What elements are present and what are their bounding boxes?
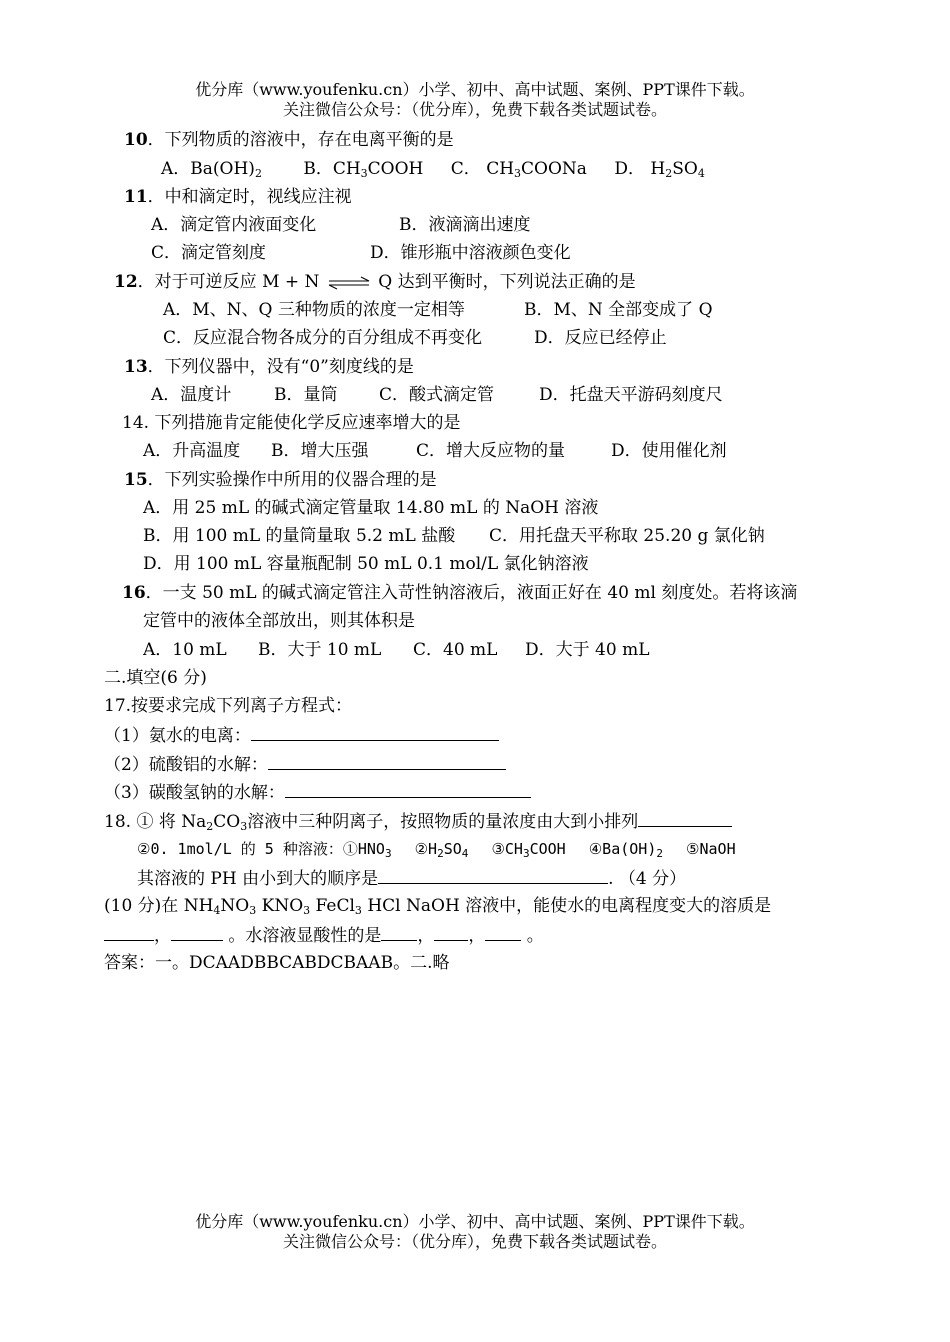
q13-option-c: C．酸式滴定管 bbox=[379, 385, 495, 405]
q11-text: ．中和滴定时，视线应注视 bbox=[147, 187, 352, 207]
q17-part1-blank[interactable] bbox=[251, 722, 499, 741]
q19-line1: (10 分)在 $NH_4NO_3$ $KNO_3$ FeCl$_3$ HCl NaOH 溶液中，能使水的电离程度变大的溶质是 bbox=[104, 896, 772, 917]
q11-number: 11 bbox=[124, 187, 148, 207]
q11-option-b: B．液滴滴出速度 bbox=[399, 215, 531, 235]
q12-number: 12 bbox=[114, 272, 138, 292]
q15-option-b: B．用 100 mL 的量筒量取 5.2 mL 盐酸 bbox=[143, 526, 456, 546]
q15-option-c: C．用托盘天平称取 25.20 g 氯化钠 bbox=[489, 526, 765, 546]
q12-option-a: A．M、N、Q 三种物质的浓度一定相等 bbox=[163, 300, 465, 320]
q18-part1-blank[interactable] bbox=[638, 808, 732, 827]
reversible-arrow-icon bbox=[325, 276, 373, 290]
q12-stem bbox=[114, 270, 636, 294]
q15-option-d: D．用 100 mL 容量瓶配制 50 mL 0.1 mol/L 氯化钠溶液 bbox=[143, 554, 589, 574]
q10-option-d: D． $H_2SO_4$ bbox=[614, 159, 705, 180]
q15-number: 15 bbox=[124, 470, 148, 490]
q10-text: ．下列物质的溶液中，存在电离平衡的是 bbox=[147, 130, 454, 150]
q13-option-d: D．托盘天平游码刻度尺 bbox=[539, 385, 723, 405]
q19-blank-1[interactable] bbox=[104, 922, 154, 941]
page-header-line2: 关注微信公众号：（优分库），免费下载各类试题试卷。 bbox=[282, 100, 667, 119]
q12-option-d: D．反应已经停止 bbox=[534, 328, 667, 348]
q18-part2-blank[interactable] bbox=[378, 865, 608, 884]
page-footer-line1: 优分库（www.youfenku.cn）小学、初中、高中试题、案例、PPT课件下载。 bbox=[195, 1212, 755, 1231]
q11-stem bbox=[124, 185, 352, 209]
q13-option-a: A．温度计 bbox=[151, 385, 232, 405]
q12-text-post: Q 达到平衡时，下列说法正确的是 bbox=[378, 272, 636, 292]
q16-option-b: B．大于 10 mL bbox=[258, 640, 382, 660]
q11-option-c: C．滴定管刻度 bbox=[151, 243, 267, 263]
q11-option-d: D．锥形瓶中溶液颜色变化 bbox=[370, 243, 571, 263]
q13-text: ．下列仪器中，没有“0”刻度线的是 bbox=[147, 357, 414, 377]
q17-part2-blank[interactable] bbox=[268, 751, 506, 770]
q18-line3: 其溶液的 PH 由小到大的顺序是 . （4 分） bbox=[137, 865, 686, 891]
page-footer-line2: 关注微信公众号：（优分库），免费下载各类试题试卷。 bbox=[282, 1232, 667, 1251]
q16-option-c: C．40 mL bbox=[413, 640, 498, 660]
q16-option-a: A．10 mL bbox=[143, 640, 227, 660]
q17-part1: （1）氨水的电离： bbox=[104, 722, 499, 748]
q19-blank-5[interactable] bbox=[485, 922, 521, 941]
q14-option-d: D．使用催化剂 bbox=[611, 441, 727, 461]
q14-number: 14. bbox=[122, 413, 150, 433]
page-header-line1: 优分库（www.youfenku.cn）小学、初中、高中试题、案例、PPT课件下载。 bbox=[195, 80, 755, 99]
q10-option-a: A．$Ba(OH)_2$ bbox=[161, 159, 262, 180]
q19-blank-3[interactable] bbox=[381, 922, 417, 941]
answer-key: 答案：一。DCAADBBCABDCBAAB。二.略 bbox=[104, 953, 450, 973]
q13-stem bbox=[124, 355, 414, 379]
q19-line2: ， 。水溶液显酸性的是 ， ， 。 bbox=[104, 922, 544, 948]
q17-title: 17.按要求完成下列离子方程式： bbox=[104, 696, 353, 716]
q10-stem bbox=[124, 128, 454, 152]
q12-option-b: B．M、N 全部变成了 Q bbox=[524, 300, 713, 320]
q12-option-c: C．反应混合物各成分的百分组成不再变化 bbox=[163, 328, 483, 348]
q16-stem-line2: 定管中的液体全部放出，则其体积是 bbox=[143, 611, 415, 631]
q19-blank-4[interactable] bbox=[434, 922, 468, 941]
q11-option-a: A．滴定管内液面变化 bbox=[151, 215, 317, 235]
q18-line2: ②0. 1mol/L 的 5 种溶液：$①HNO_3$ $②H_2SO_4$ $③CH_3COOH$ $④Ba(OH)_2$ ⑤NaOH bbox=[137, 840, 736, 860]
q17-part3-blank[interactable] bbox=[285, 779, 531, 798]
q18-line1: 18. ① 将 $Na_2CO_3$溶液中三种阴离子，按照物质的量浓度由大到小排列 bbox=[104, 808, 732, 839]
q15-option-a: A．用 25 mL 的碱式滴定管量取 14.80 mL 的 NaOH 溶液 bbox=[143, 498, 599, 518]
q13-option-b: B．量筒 bbox=[274, 385, 338, 405]
q14-option-b: B．增大压强 bbox=[271, 441, 369, 461]
q17-part3: （3）碳酸氢钠的水解： bbox=[104, 779, 531, 805]
q15-stem bbox=[124, 468, 437, 492]
q17-part2: （2）硫酸铝的水解： bbox=[104, 751, 506, 777]
q14-stem bbox=[122, 411, 460, 435]
q14-option-a: A．升高温度 bbox=[143, 441, 241, 461]
q14-text: 下列措施肯定能使化学反应速率增大的是 bbox=[149, 413, 461, 433]
q16-text1: ．一支 50 mL 的碱式滴定管注入苛性钠溶液后，液面正好在 40 ml 刻度处。若将该滴 bbox=[145, 583, 798, 603]
q10-number: 10 bbox=[124, 130, 148, 150]
q13-number: 13 bbox=[124, 357, 148, 377]
q10-option-b: B．$CH_3COOH$ bbox=[303, 159, 424, 180]
q10-option-c: C． $CH_3COONa$ bbox=[450, 159, 587, 180]
q12-text-pre: ．对于可逆反应 M + N bbox=[137, 272, 320, 292]
q14-option-c: C．增大反应物的量 bbox=[416, 441, 566, 461]
section2-title: 二.填空(6 分) bbox=[104, 668, 207, 688]
q16-number: 16 bbox=[122, 583, 146, 603]
q16-stem-line1 bbox=[122, 581, 797, 605]
q19-blank-2[interactable] bbox=[171, 922, 223, 941]
q15-text: ．下列实验操作中所用的仪器合理的是 bbox=[147, 470, 437, 490]
q10-options bbox=[161, 157, 705, 186]
q16-option-d: D．大于 40 mL bbox=[525, 640, 650, 660]
